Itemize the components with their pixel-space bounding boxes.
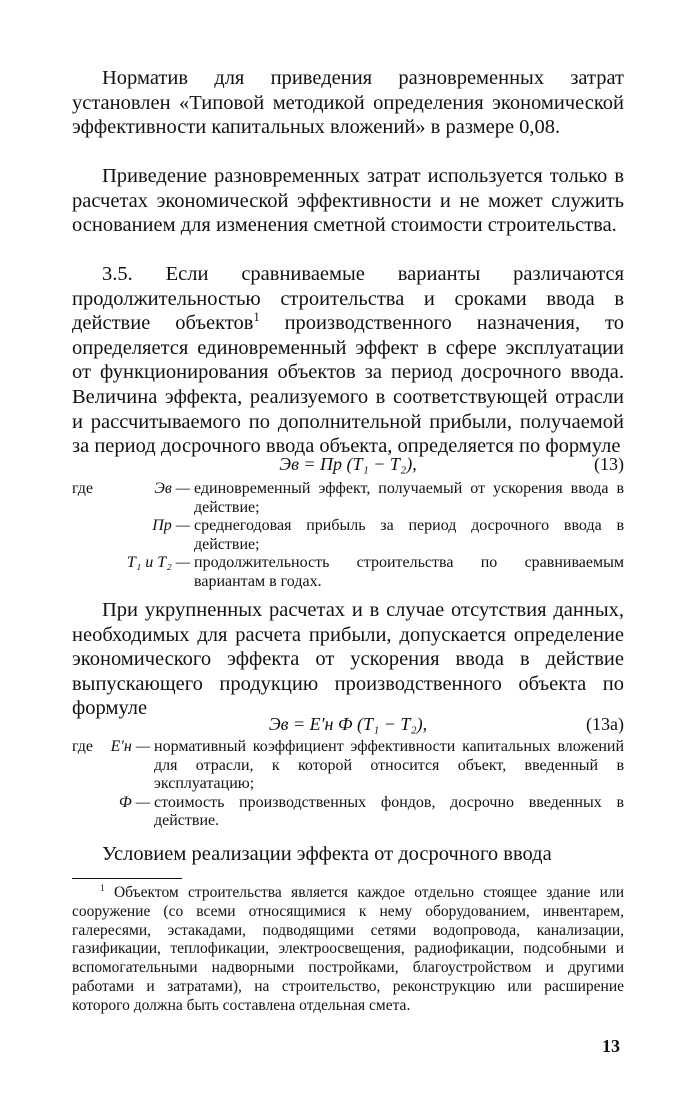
definition-text: стоимость производственных фондов, досрочно введенных в действие.: [154, 793, 624, 830]
paragraph-3-5-rest: производственного назначения, то определяется единовременный эффект в сфере эксплуатации от функционирования объектов за период досрочного ввода. Величина эффекта, реализуемого в соответствующей отрасли и рассчитываемого по дополнительной прибыли, получаемой за период досрочного ввода объекта, определяется по формуле: [72, 312, 624, 458]
paragraph-aggregated: При укрупненных расчетах и в случае отсутствия данных, необходимых для расчета прибыли, допускается определение экономического эффекта от ускорения ввода в действие выпускающего продукцию производственного объекта по формуле: [72, 599, 624, 720]
definitions-13a: [72, 738, 624, 831]
definition-row: [72, 517, 624, 554]
definition-row: [44, 554, 624, 591]
footnote-mark: 1: [100, 883, 105, 894]
definition-row: [72, 738, 624, 794]
paragraph-3-5: [72, 262, 624, 459]
definition-text: продолжительность строительства по сравниваемым вариантам в годах.: [194, 554, 624, 590]
definition-symbol: Эв —: [154, 480, 190, 497]
definition-symbol: Пр —: [152, 517, 190, 535]
definition-text: единовременный эффект, получаемый от ускорения ввода в действие;: [194, 480, 624, 516]
paragraph-condition: Условием реализации эффекта от досрочного ввода: [102, 843, 552, 865]
where-label: где: [72, 480, 94, 497]
formula-13: [72, 452, 624, 476]
footnote-separator: [72, 878, 182, 879]
definition-text: нормативный коэффициент эффективности капитальных вложений для отрасли, к которой относится объект, введенный в эксплуатацию;: [154, 738, 624, 793]
paragraph-discounting: Приведение разновременных затрат используется только в расчетах экономической эффективности и не может служить основанием для изменения сметной стоимости строительства.: [72, 165, 624, 237]
formula-13-number: (13): [594, 454, 624, 474]
definition-symbol: E′н —: [110, 738, 150, 755]
definition-symbol: T₁ и T₂ —: [126, 554, 190, 572]
paragraph-normative: Норматив для приведения разновременных затрат установлен «Типовой методикой определения экономической эффективности капитальных вложений» в размере 0,08.: [72, 67, 624, 139]
paragraph-3-5-main: 3.5. Если сравниваемые варианты различаются продолжительностью строительства и сроками ввода в действие объектов: [72, 263, 624, 335]
footnote: [72, 884, 624, 1016]
definition-row: [72, 794, 624, 831]
definition-symbol: Ф —: [118, 793, 150, 811]
formula-13a-number: (13а): [586, 714, 624, 734]
footnote-text: Объектом строительства является каждое отдельно стоящее здание или сооружение (со всеми относящимися к нему оборудованием, инвентарем, галересями, эстакадами, подводящими сетями водопровода, канализации, газификации, теплофикации, электроосвещения, радиофикации, подсобными и вспомогательными надворными постройками, благоустройством и другими работами и затратами), на строительство, реконструкцию или расширение которого должна быть составлена отдельная смета.: [72, 884, 624, 1014]
formula-13a: [72, 712, 624, 736]
footnote-ref: 1: [253, 310, 260, 325]
definition-row: [72, 480, 624, 517]
where-label: где: [72, 738, 94, 755]
formula-13-expression: Эв = Пр (T₁ − T₂),: [279, 454, 417, 474]
definition-text: среднегодовая прибыль за период досрочного ввода в действие;: [194, 517, 624, 553]
page-number: 13: [602, 1036, 620, 1056]
formula-13a-expression: Эв = E′н Ф (T₁ − T₂),: [268, 714, 428, 734]
definitions-13: [72, 480, 624, 592]
